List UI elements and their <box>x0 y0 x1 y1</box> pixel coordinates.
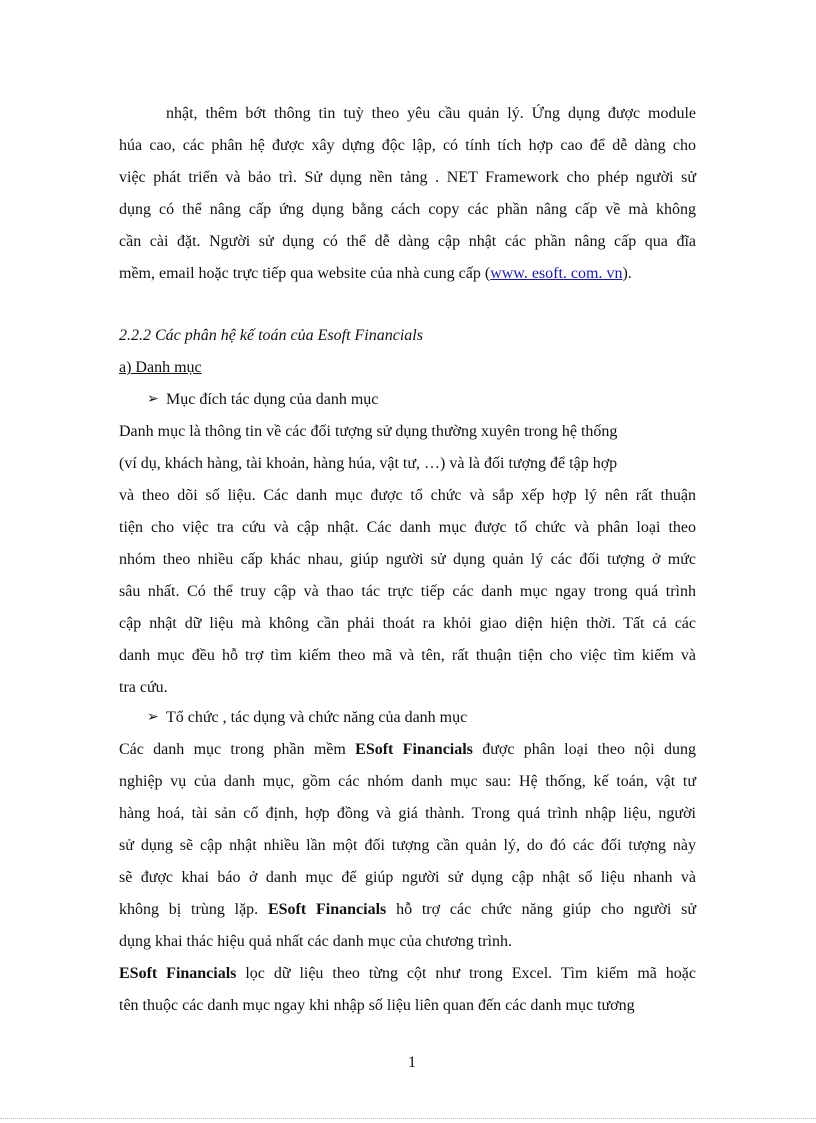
paragraph3-line1-text: Các danh mục trong phần mềm <box>119 741 346 758</box>
brand-name: ESoft Financials <box>267 901 387 918</box>
paragraph2-line5: nhóm theo nhiều cấp khác nhau, giúp người sử dụng quản lý các đối tượng ở mức <box>119 551 696 568</box>
paragraph3-line1-rest: được phân loại theo nội dung <box>482 741 697 758</box>
paragraph2-line3: và theo dõi số liệu. Các danh mục được tổ chức và sắp xếp hợp lý nên rất thuận <box>119 487 696 504</box>
paragraph2-line8: danh mục đều hỗ trợ tìm kiếm theo mã và tên, rất thuận tiện cho việc tìm kiếm và <box>119 647 696 664</box>
paragraph1-line2: húa cao, các phân hệ được xây dựng độc lập, có tính tích hợp cao để dễ dàng cho <box>119 137 696 154</box>
paragraph1-line6-end: ). <box>622 265 632 282</box>
paragraph4-line2: tên thuộc các danh mục ngay khi nhập số liệu liên quan đến các danh mục tương <box>119 997 635 1014</box>
paragraph1-line3: việc phát triển và bảo trì. Sử dụng nền tảng . NET Framework cho phép người sử <box>119 169 696 186</box>
paragraph1-line6-text: mềm, email hoặc trực tiếp qua website của nhà cung cấp ( <box>119 265 491 282</box>
paragraph2-line6: sâu nhất. Có thể truy cập và thao tác trực tiếp các danh mục ngay trong quá trình <box>119 583 696 600</box>
subheading-danh-muc: a) Danh mục <box>119 359 202 376</box>
paragraph3-line2: nghiệp vụ của danh mục, gồm các nhóm danh mục sau: Hệ thống, kế toán, vật tư <box>119 773 696 790</box>
bullet1-text: Mục đích tác dụng của danh mục <box>166 391 379 408</box>
paragraph1-line6 <box>119 264 632 284</box>
paragraph3-line3: hàng hoá, tài sản cố định, hợp đồng và giá thành. Trong quá trình nhập liệu, người <box>119 805 696 822</box>
paragraph4-line1-text: lọc dữ liệu theo từng cột như trong Excel. Tìm kiếm mã hoặc <box>245 965 696 982</box>
page-number: 1 <box>408 1054 416 1071</box>
paragraph2-line7: cập nhật dữ liệu mà không cần phải thoát ra khỏi giao diện hiện thời. Tất cả các <box>119 615 696 632</box>
section-heading: 2.2.2 Các phân hệ kế toán của Esoft Financials <box>119 327 423 344</box>
paragraph3-line4: sử dụng sẽ cập nhật nhiều lần một đối tượng cần quản lý, do đó các đối tượng này <box>119 837 696 854</box>
paragraph2-line4: tiện cho việc tra cứu và cập nhật. Các danh mục được tổ chức và phân loại theo <box>119 519 696 536</box>
paragraph3-line7: dụng khai thác hiệu quả nhất các danh mục của chương trình. <box>119 933 512 950</box>
paragraph1-line1: nhật, thêm bớt thông tin tuỳ theo yêu cầu quản lý. Ứng dụng được module <box>166 105 696 122</box>
brand-name: ESoft Financials <box>355 741 473 758</box>
paragraph3-line1 <box>119 740 696 760</box>
paragraph3-line6-rest: hỗ trợ các chức năng giúp cho người sử <box>396 901 697 918</box>
paragraph1-line4: dụng có thể nâng cấp ứng dụng bằng cách copy các phần nâng cấp về mà không <box>119 201 696 218</box>
paragraph1-line5: cần cài đặt. Người sử dụng có thể dễ dàng cập nhật các phần nâng cấp qua đĩa <box>119 233 696 250</box>
bullet-arrow-icon: ➢ <box>147 392 159 407</box>
website-link[interactable]: www. esoft. com. vn <box>490 265 623 282</box>
paragraph3-line5: sẽ được khai báo ở danh mục để giúp người sử dụng cập nhật số liệu nhanh và <box>119 869 696 886</box>
paragraph2-line1: Danh mục là thông tin về các đối tượng sử dụng thường xuyên trong hệ thống <box>119 423 618 440</box>
paragraph2-line2: (ví dụ, khách hàng, tài khoản, hàng húa, vật tư, …) và là đối tượng để tập hợp <box>119 455 618 472</box>
paragraph3-line6-text: không bị trùng lặp. <box>119 901 259 918</box>
page-bottom-divider <box>0 1118 816 1119</box>
bullet-arrow-icon: ➢ <box>147 710 159 725</box>
paragraph2-line9: tra cứu. <box>119 679 168 696</box>
paragraph3-line6 <box>119 900 696 920</box>
brand-name: ESoft Financials <box>119 965 237 982</box>
bullet2-text: Tổ chức , tác dụng và chức năng của danh mục <box>166 709 468 726</box>
paragraph4-line1 <box>119 964 696 984</box>
